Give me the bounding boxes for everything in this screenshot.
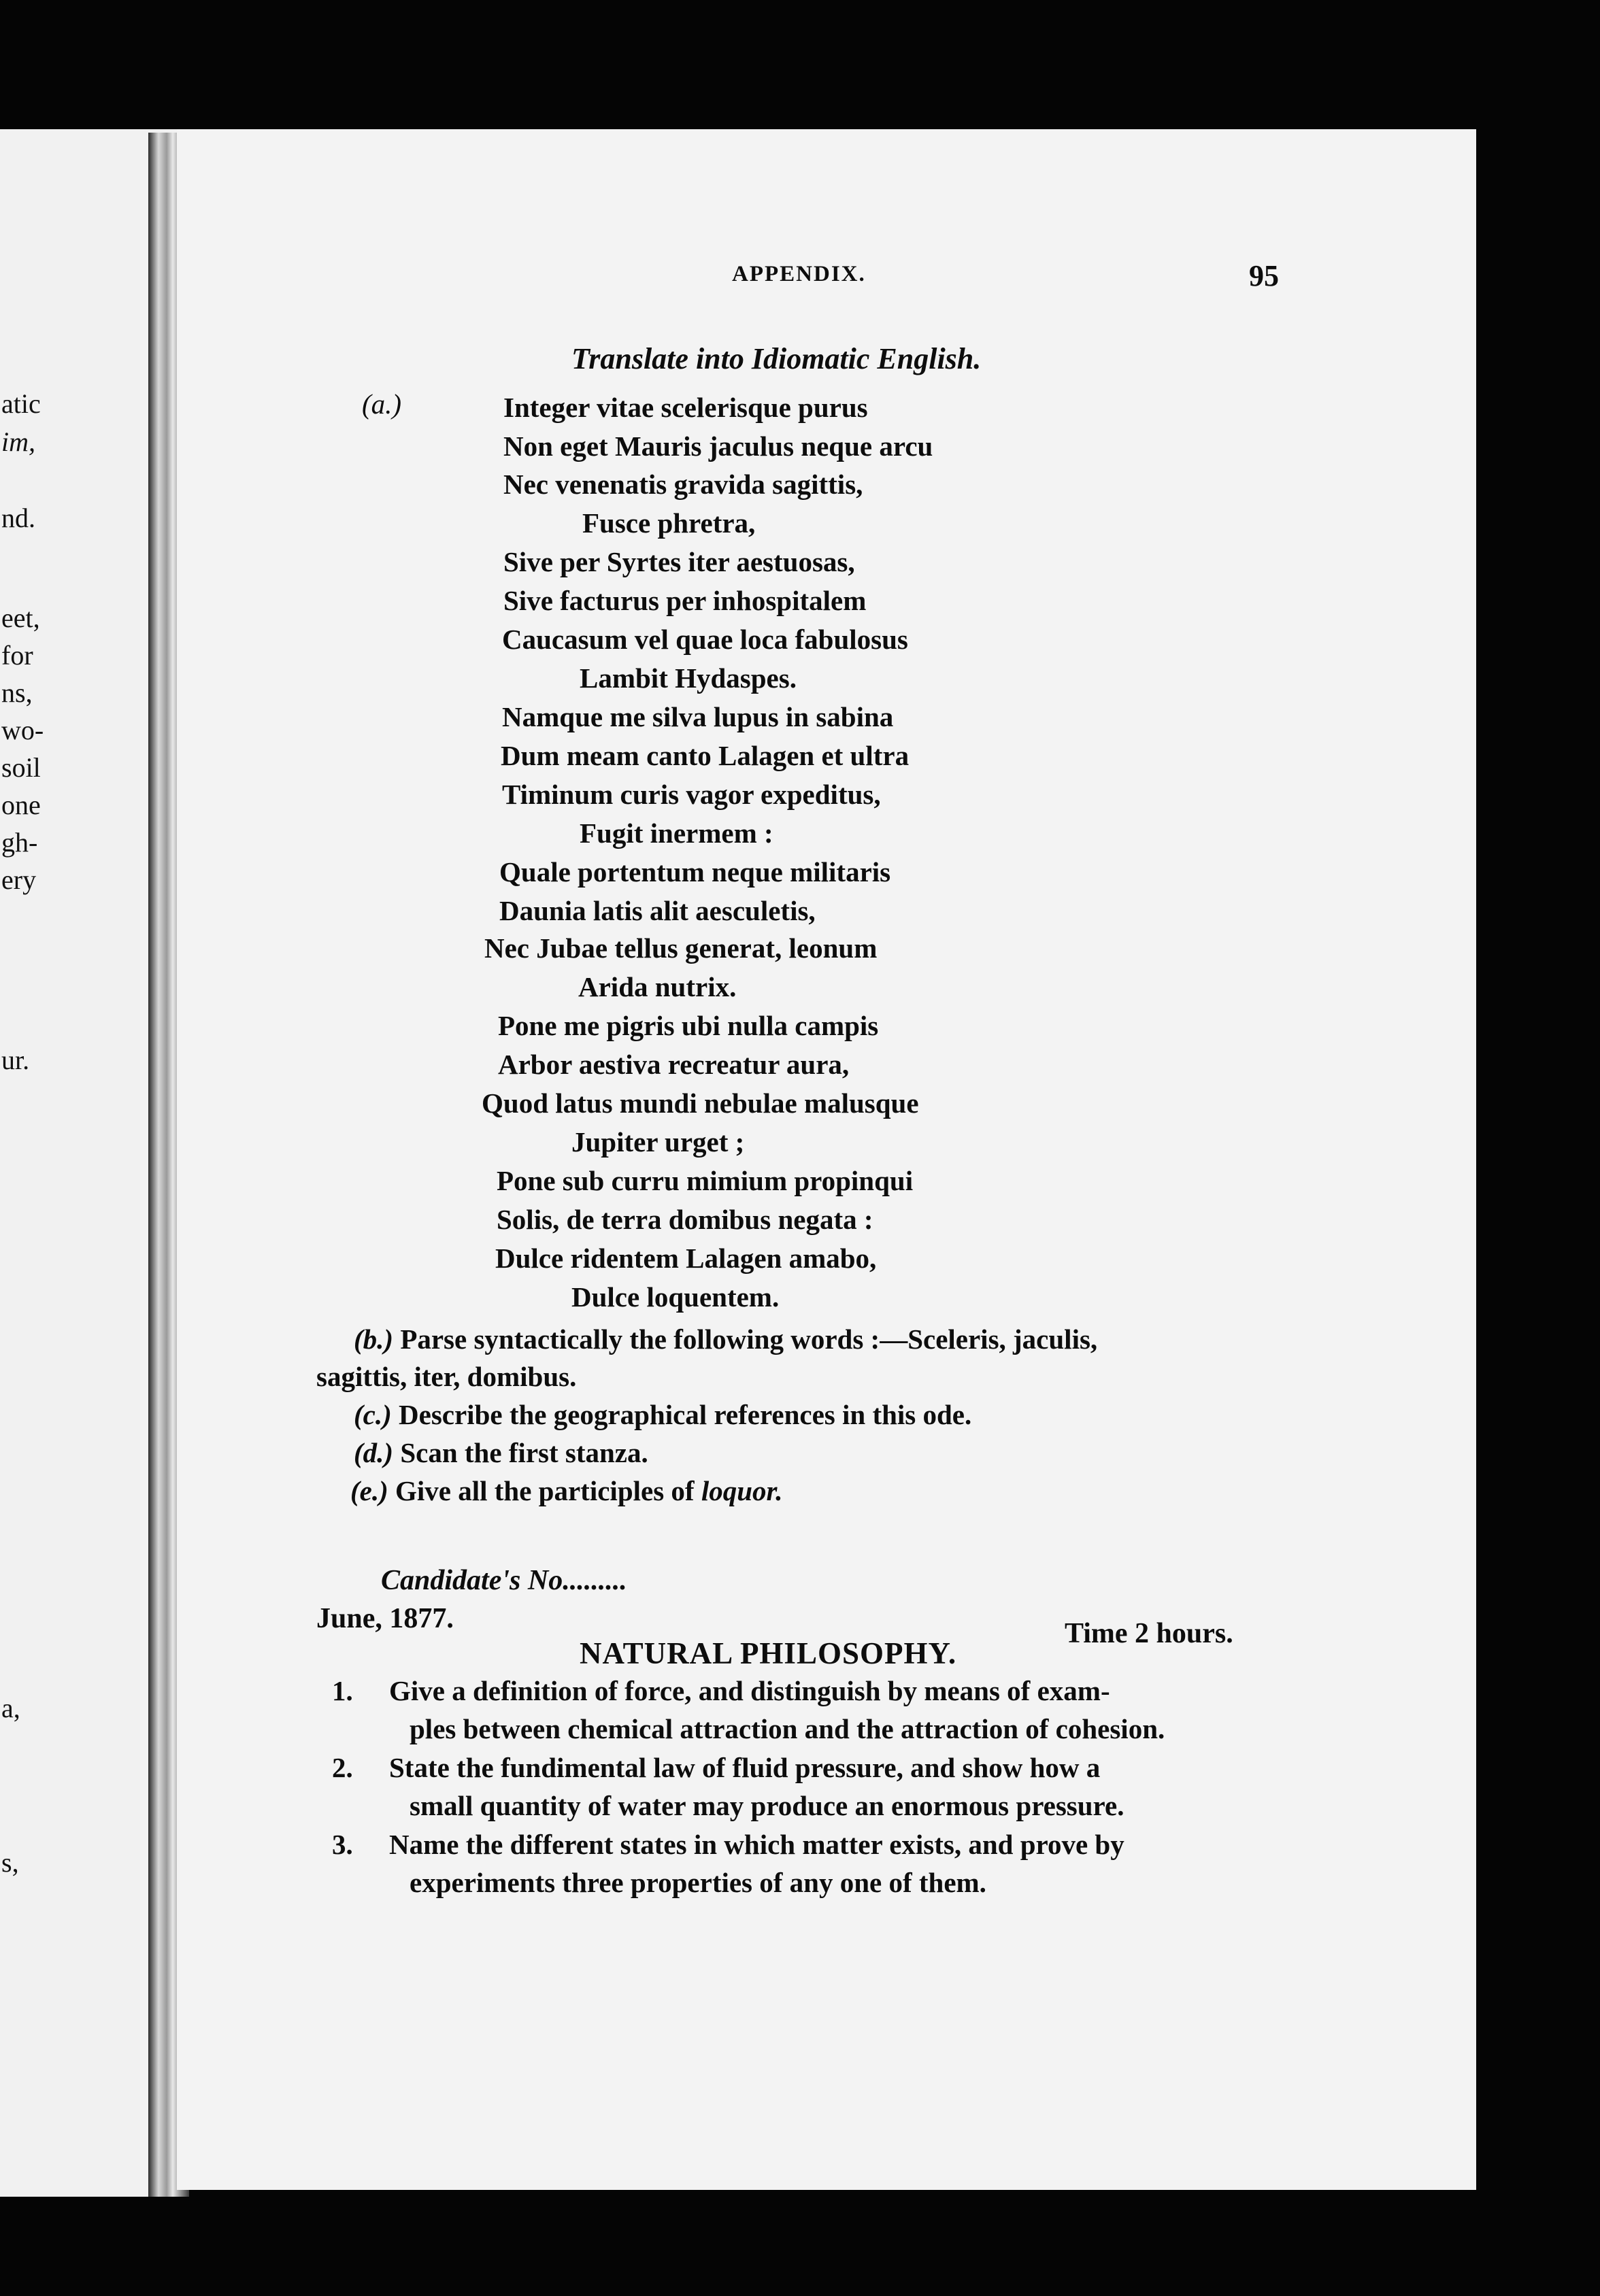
poem-line: Caucasum vel quae loca fabulosus <box>502 624 908 655</box>
left-page-fragment: ur. <box>1 1045 30 1075</box>
question-e <box>350 1474 782 1507</box>
left-page-fragment: eet, <box>1 603 40 633</box>
poem-line: Lambit Hydaspes. <box>580 662 797 694</box>
poem-line: Quale portentum neque militaris <box>499 856 891 888</box>
question-label: (d.) <box>354 1437 394 1468</box>
question-label: (e.) <box>350 1475 388 1506</box>
candidate-number: Candidate's No......... <box>381 1565 627 1596</box>
left-page-fragment: nd. <box>1 503 35 533</box>
item-number: 2. <box>332 1752 353 1783</box>
item-line: State the fundimental law of fluid pressure, and show how a <box>389 1752 1101 1783</box>
poem-line: Fusce phretra, <box>582 507 756 539</box>
poem-line: Quod latus mundi nebulae malusque <box>482 1087 919 1119</box>
question-text: Describe the geographical references in this ode. <box>399 1399 972 1430</box>
page-number: 95 <box>1249 259 1279 292</box>
poem-line: Sive facturus per inhospitalem <box>503 585 867 616</box>
item-number: 3. <box>332 1829 353 1860</box>
left-page-fragment: ns, <box>1 677 33 708</box>
poem-line: Arbor aestiva recreatur aura, <box>498 1049 850 1080</box>
item-line: ples between chemical attraction and the attraction of cohesion. <box>410 1713 1165 1744</box>
item-line: Give a definition of force, and distinguish by means of exam- <box>389 1675 1110 1706</box>
poem-line: Namque me silva lupus in sabina <box>502 701 894 732</box>
left-page-fragment: im, <box>1 426 35 457</box>
poem-heading: Translate into Idiomatic English. <box>571 342 982 375</box>
poem-line: Solis, de terra domibus negata : <box>497 1204 873 1235</box>
left-page-fragment: a, <box>1 1693 20 1723</box>
left-page-fragment: one <box>1 790 41 820</box>
left-page-fragment: atic <box>1 388 41 419</box>
running-head: APPENDIX. <box>732 262 866 286</box>
poem-line: Dulce loquentem. <box>571 1281 780 1313</box>
question-emphasis: loquor. <box>701 1475 783 1506</box>
left-page-fragment: soil <box>1 752 41 783</box>
poem-line: Nec venenatis gravida sagittis, <box>503 469 863 500</box>
question-text: Scan the first stanza. <box>400 1437 648 1468</box>
poem-line: Dum meam canto Lalagen et ultra <box>501 740 910 771</box>
question-b-continuation: sagittis, iter, domibus. <box>316 1361 577 1392</box>
poem-line: Daunia latis alit aesculetis, <box>499 895 816 926</box>
item-number: 1. <box>332 1675 353 1706</box>
poem-line: Timinum curis vagor expeditus, <box>502 779 881 810</box>
question-label: (b.) <box>354 1323 394 1355</box>
poem-label: (a.) <box>362 388 402 420</box>
section-title: NATURAL PHILOSOPHY. <box>580 1636 957 1670</box>
left-page-fragment: s, <box>1 1847 19 1878</box>
poem-line: Dulce ridentem Lalagen amabo, <box>495 1243 877 1274</box>
question-b <box>354 1323 1097 1355</box>
poem-line: Integer vitae scelerisque purus <box>503 392 868 423</box>
poem-line: Non eget Mauris jaculus neque arcu <box>503 430 933 462</box>
question-text: Give all the participles of <box>395 1475 701 1506</box>
left-page-fragment: gh- <box>1 827 38 858</box>
left-page-fragment: wo- <box>1 715 44 745</box>
item-line: small quantity of water may produce an enormous pressure. <box>410 1790 1124 1821</box>
poem-line: Pone sub curru mimium propinqui <box>497 1165 914 1196</box>
item-line: experiments three properties of any one of them. <box>410 1867 986 1898</box>
left-page-fragment: ery <box>1 864 37 895</box>
poem-line: Sive per Syrtes iter aestuosas, <box>503 546 855 577</box>
question-label: (c.) <box>354 1399 392 1430</box>
poem-line: Jupiter urget ; <box>571 1126 745 1158</box>
poem-line: Fugit inermem : <box>580 817 773 849</box>
question-d <box>354 1436 648 1469</box>
poem-line: Nec Jubae tellus generat, leonum <box>484 932 878 964</box>
item-line: Name the different states in which matter exists, and prove by <box>389 1829 1124 1860</box>
left-page-fragment: for <box>1 640 33 671</box>
book-page <box>177 129 1476 2190</box>
question-text: Parse syntactically the following words :—Sceleris, jaculis, <box>400 1323 1098 1355</box>
question-c <box>354 1398 971 1431</box>
poem-line: Pone me pigris ubi nulla campis <box>498 1010 879 1041</box>
poem-line: Arida nutrix. <box>578 971 737 1002</box>
exam-time: Time 2 hours. <box>1065 1618 1233 1649</box>
exam-date: June, 1877. <box>316 1603 454 1634</box>
